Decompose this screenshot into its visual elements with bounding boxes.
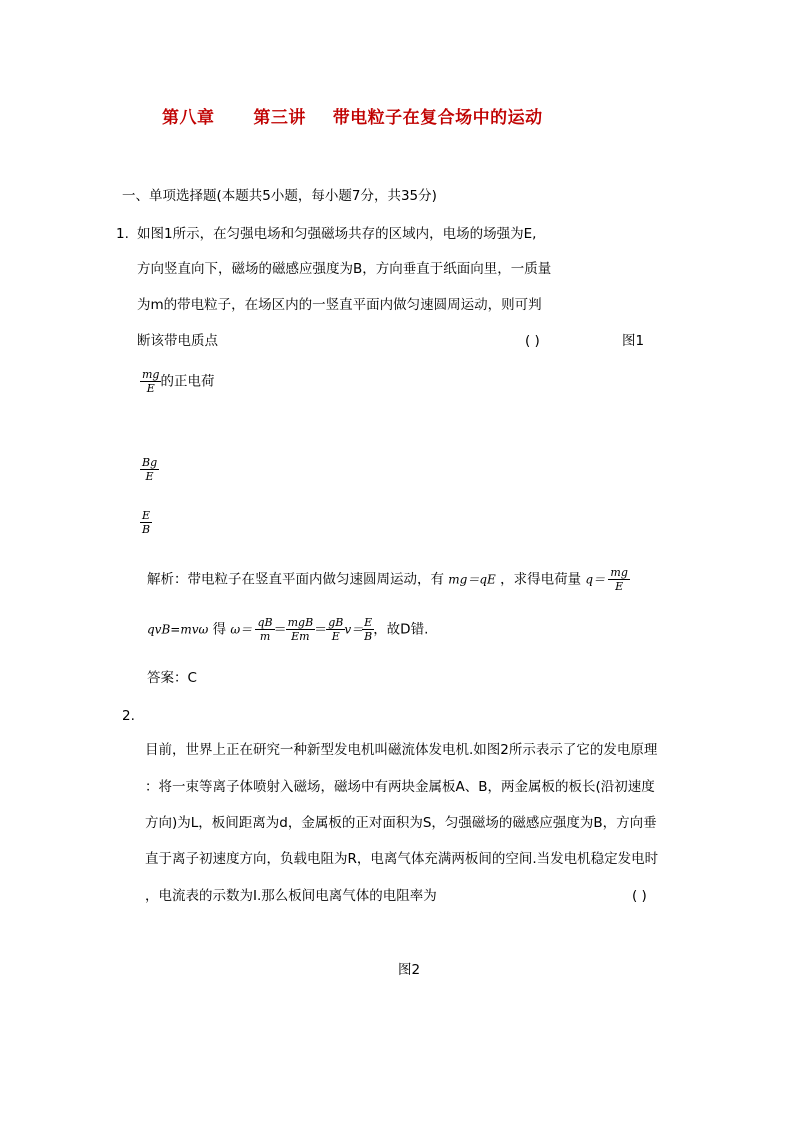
topic-label: 带电粒子在复合场中的运动 [332,108,543,128]
omega-fraction-2: $\frac{\text{mgB}}{Em}$ [287,616,314,643]
q2-figure-label: 图2 [398,962,421,978]
q2-line-1: 目前，世界上正在研究一种新型发电机叫磁流体发电机.如图2所示表示了它的发电原理 [145,742,658,758]
q2-line-3: 方向)为L，板间距离为d，金属板的正对面积为S，匀强磁场的磁感应强度为B，方向垂 [145,815,657,831]
option-a-fraction: $\frac{mg}{E}$ [142,368,160,395]
q2-line-5: ，电流表的示数为I.那么板间电离气体的电阻率为 [145,888,437,904]
q1-line-3: 为m的带电粒子，在场区内的一竖直平面内做匀速圆周运动，则可判 [137,297,542,313]
option-d-fraction: $\frac{E}{B}$ [142,509,151,536]
lecture-label: 第三讲 [253,108,306,128]
q1-figure-label: 图1 [622,333,645,349]
equation-mg-qe: mg＝qE [448,572,496,587]
q2-number: 2. [122,708,135,724]
omega-fraction-1: $\frac{qB}{m}$ [257,616,273,643]
omega-fraction-3: $\frac{gB}{E}$ [328,616,344,643]
q2-line-4: 直于离子初速度方向，负载电阻为R，电离气体充满两板间的空间.当发电机稳定发电时 [145,851,659,867]
q1-number: 1. [116,226,129,242]
q1-answer-blank: ( ) [525,333,540,349]
q1-analysis-line-1: 解析：带电粒子在竖直平面内做匀速圆周运动，有 mg＝qE ，求得电荷量 q＝ $\frac{mg}{E}$ [147,566,628,593]
page-title [162,103,543,128]
q1-line-4: 断该带电质点 [137,333,218,349]
option-a-text: 的正电荷 [160,373,215,390]
q2-answer-blank: ( ) [632,888,647,904]
q1-answer: 答案：C [147,670,197,686]
q1-line-1: 如图1所示，在匀强电场和匀强磁场共存的区域内，电场的场强为E, [137,226,537,242]
section-heading: 一、单项选择题(本题共5小题，每小题7分，共35分) [122,188,437,204]
q1-option-d [141,509,151,536]
charge-fraction: $\frac{mg}{E}$ [610,566,628,593]
q1-option-a [141,368,214,395]
q1-analysis-line-2: qvB=mvω 得 ω＝ $\frac{qB}{m}$ ＝ $\frac{\text{mgB}}{Em}$ ＝ $\frac{gB}{E}$ v＝ $\frac{E}{B}$ ，故D错. [147,616,429,643]
q1-line-2: 方向竖直向下，磁场的磁感应强度为B，方向垂直于纸面向里，一质量 [137,261,552,277]
q2-line-2: ：将一束等离子体喷射入磁场，磁场中有两块金属板A、B，两金属板的板长(沿初速度 [145,779,655,795]
option-c-fraction: $\frac{Bg}{E}$ [142,456,158,483]
velocity-fraction: $\frac{E}{B}$ [364,616,373,643]
q1-option-c [141,456,158,483]
chapter-label: 第八章 [162,108,215,128]
